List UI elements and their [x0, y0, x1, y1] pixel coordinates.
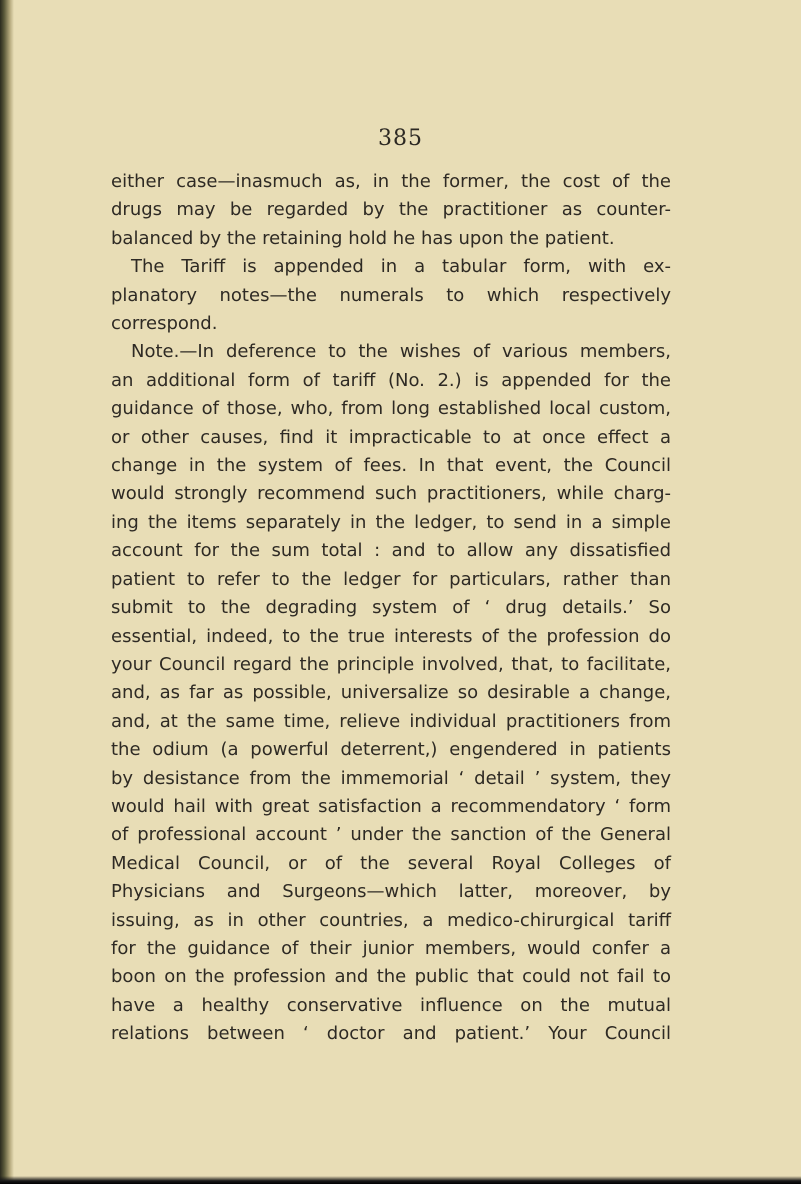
text-line: for the guidance of their junior members, would confer a	[111, 937, 671, 959]
text-line: your Council regard the principle involved, that, to facilitate,	[111, 653, 671, 675]
text-line: guidance of those, who, from long established local custom,	[111, 398, 671, 420]
page-gutter-shadow	[0, 0, 14, 1184]
text-line: boon on the profession and the public that could not fail to	[111, 966, 671, 988]
text-line: essential, indeed, to the true interests of the profession do	[111, 625, 671, 647]
text-line: relations between ‘ doctor and patient.’ Your Council	[111, 1023, 671, 1045]
page-number: 385	[378, 126, 423, 151]
text-line: correspond.	[111, 313, 218, 335]
text-line: Medical Council, or of the several Royal Colleges of	[111, 852, 671, 874]
text-line: Physicians and Surgeons—which latter, moreover, by	[111, 881, 671, 903]
text-line: and, as far as possible, universalize so desirable a change,	[111, 682, 671, 704]
text-line: Note.—In deference to the wishes of various members,	[131, 341, 671, 363]
text-line: would hail with great satisfaction a recommendatory ‘ form	[111, 795, 671, 817]
text-line: submit to the degrading system of ‘ drug details.’ So	[111, 597, 671, 619]
text-line: an additional form of tariff (No. 2.) is appended for the	[111, 369, 671, 391]
paragraph-2	[111, 253, 671, 338]
text-line: ing the items separately in the ledger, to send in a simple	[111, 511, 671, 533]
text-line: balanced by the retaining hold he has upon the patient.	[111, 227, 615, 249]
text-line: the odium (a powerful deterrent,) engendered in patients	[111, 739, 671, 761]
text-line: issuing, as in other countries, a medico-chirurgical tariff	[111, 909, 671, 931]
page-bottom-edge	[0, 1176, 801, 1184]
text-line: by desistance from the immemorial ‘ detail ’ system, they	[111, 767, 671, 789]
text-line: drugs may be regarded by the practitioner as counter-	[111, 199, 671, 221]
text-line: have a healthy conservative influence on the mutual	[111, 994, 671, 1016]
paragraph-3-note	[111, 338, 671, 1048]
body-text	[111, 168, 671, 1049]
text-line: change in the system of fees. In that event, the Council	[111, 455, 671, 477]
text-line: either case—inasmuch as, in the former, the cost of the	[111, 171, 671, 192]
text-line: and, at the same time, relieve individual practitioners from	[111, 710, 671, 732]
text-line: planatory notes—the numerals to which respectively	[111, 284, 671, 306]
text-line: patient to refer to the ledger for particulars, rather than	[111, 568, 671, 590]
text-line: account for the sum total : and to allow any dissatisfied	[111, 540, 671, 562]
text-line: The Tariff is appended in a tabular form, with ex-	[131, 256, 671, 278]
text-line: or other causes, find it impracticable to at once effect a	[111, 426, 671, 448]
paragraph-1	[111, 168, 671, 253]
text-line: of professional account ’ under the sanction of the General	[111, 824, 671, 846]
text-line: would strongly recommend such practitioners, while charg-	[111, 483, 671, 505]
